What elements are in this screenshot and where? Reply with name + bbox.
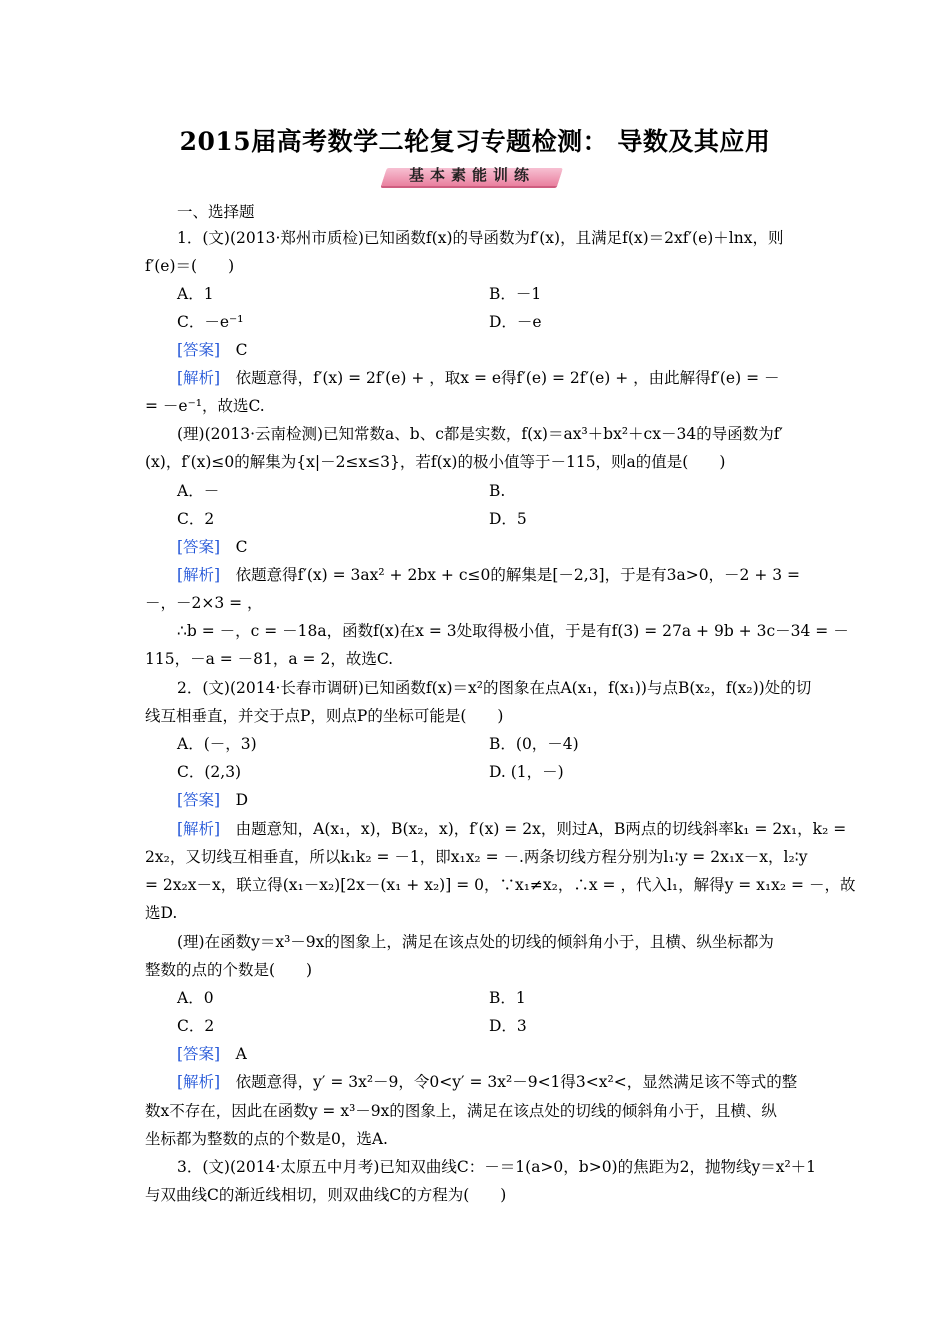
- option-b: B.: [489, 482, 506, 500]
- option-c: C．－e⁻¹: [177, 313, 244, 331]
- analysis-line: = －e⁻¹，故选C.: [145, 397, 265, 415]
- analysis-text: 依题意得，y′ = 3x²－9，令0<y′ = 3x²－9<1得3<x²<，显然满足该不等式的整: [235, 1073, 798, 1091]
- question-2-line-2: 线互相垂直，并交于点P，则点P的坐标可能是( ): [145, 707, 504, 725]
- question-2-science-line-2: 整数的点的个数是( ): [145, 961, 313, 979]
- analysis-label: [解析]: [177, 820, 221, 838]
- option-a: A．－: [177, 482, 220, 500]
- answer-line: [177, 790, 839, 810]
- analysis-line: [177, 1072, 839, 1092]
- answer-label: [答案]: [177, 1045, 221, 1063]
- analysis-label: [解析]: [177, 1073, 221, 1091]
- analysis-line: = 2x₂x－x，联立得(x₁－x₂)[2x－(x₁ + x₂)] = 0，∵x₁≠x₂，∴x = ，代入l₁，解得y = x₁x₂ = －，故: [145, 876, 856, 894]
- section-heading: 一、选择题: [177, 203, 255, 221]
- section-banner: [372, 160, 572, 194]
- option-b: B．(0，－4): [489, 735, 579, 753]
- answer-value: A: [235, 1045, 247, 1063]
- analysis-line: 选D.: [145, 904, 178, 922]
- answer-line: [177, 340, 839, 360]
- analysis-line: 坐标都为整数的点的个数是0，选A.: [145, 1130, 388, 1148]
- answer-line: [177, 537, 839, 557]
- answer-label: [答案]: [177, 538, 221, 556]
- answer-label: [答案]: [177, 341, 221, 359]
- option-c: C．2: [177, 1017, 215, 1035]
- analysis-line: [177, 368, 839, 388]
- analysis-text: 由题意知，A(x₁，x)，B(x₂，x)，f′(x) = 2x，则过A，B两点的切线斜率k₁ = 2x₁，k₂ =: [235, 820, 847, 838]
- answer-value: D: [235, 791, 249, 809]
- analysis-line: －，－2×3 = ，: [145, 594, 263, 612]
- analysis-line: [177, 565, 839, 585]
- answer-value: C: [235, 538, 248, 556]
- option-d: D．－e: [489, 313, 542, 331]
- option-a: A．1: [177, 285, 214, 303]
- answer-value: C: [235, 341, 248, 359]
- option-c: C．(2,3): [177, 763, 242, 781]
- analysis-line: 数x不存在，因此在函数y = x³－9x的图象上，满足在该点处的切线的倾斜角小于，且横、纵: [145, 1102, 777, 1120]
- option-b: B．－1: [489, 285, 542, 303]
- question-3-line-2: 与双曲线C的渐近线相切，则双曲线C的方程为( ): [145, 1186, 507, 1204]
- option-a: A．(－，3): [177, 735, 257, 753]
- option-d: D．5: [489, 510, 527, 528]
- option-a: A．0: [177, 989, 214, 1007]
- analysis-label: [解析]: [177, 566, 221, 584]
- option-b: B．1: [489, 989, 526, 1007]
- page-title: 2015届高考数学二轮复习专题检测： 导数及其应用: [179, 127, 771, 156]
- question-2-science-line-1: (理)在函数y＝x³－9x的图象上，满足在该点处的切线的倾斜角小于，且横、纵坐标都为: [177, 933, 774, 951]
- analysis-text: 依题意得f′(x) = 3ax² + 2bx + c≤0的解集是[－2,3]，于是有3a>0，－2 + 3 =: [235, 566, 801, 584]
- question-1-line-1: 1．(文)(2013·郑州市质检)已知函数f(x)的导函数为f′(x)，且满足f(x)＝2xf′(e)＋lnx，则: [177, 229, 784, 247]
- analysis-text: 依题意得，f′(x) = 2f′(e) + ，取x = e得f′(e) = 2f′(e) + ，由此解得f′(e) = －: [235, 369, 780, 387]
- answer-label: [答案]: [177, 791, 221, 809]
- question-1-line-2: f′(e)＝( ): [145, 257, 235, 275]
- answer-line: [177, 1044, 839, 1064]
- analysis-line: 115，－a = －81，a = 2，故选C.: [145, 650, 394, 668]
- analysis-line: [177, 819, 847, 839]
- option-d: D. (1，－): [489, 763, 564, 781]
- analysis-label: [解析]: [177, 369, 221, 387]
- option-c: C．2: [177, 510, 215, 528]
- banner-label: 基本素能训练: [408, 166, 535, 184]
- question-2-line-1: 2．(文)(2014·长春市调研)已知函数f(x)＝x²的图象在点A(x₁，f(x₁))与点B(x₂，f(x₂))处的切: [177, 679, 812, 697]
- analysis-line: 2x₂，又切线互相垂直，所以k₁k₂ = －1，即x₁x₂ = －.两条切线方程分别为l₁∶y = 2x₁x－x，l₂∶y: [145, 848, 808, 866]
- question-1-science-line-1: (理)(2013·云南检测)已知常数a、b、c都是实数，f(x)＝ax³＋bx²＋cx－34的导函数为f′: [177, 425, 783, 443]
- option-d: D．3: [489, 1017, 527, 1035]
- question-1-science-line-2: (x)，f′(x)≤0的解集为{x|－2≤x≤3}，若f(x)的极小值等于－115，则a的值是( ): [145, 453, 726, 471]
- question-3-line-1: 3．(文)(2014·太原五中月考)已知双曲线C：－＝1(a>0，b>0)的焦距为2，抛物线y＝x²＋1: [177, 1158, 817, 1176]
- analysis-line: ∴b = －，c = －18a，函数f(x)在x = 3处取得极小值，于是有f(3) = 27a + 9b + 3c－34 = －: [177, 622, 849, 640]
